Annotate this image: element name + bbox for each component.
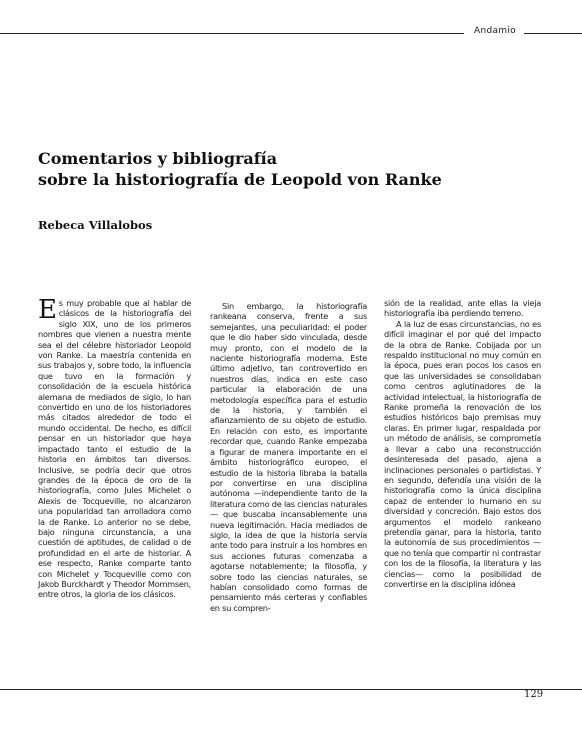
paragraph-text: s muy probable que al hablar de clásicos de la historiografía del siglo XIX, uno de los primeros nombres que vienen a nuestra mente sea el del célebre historiador Leopold von Ranke. La maestría contenida en sus trabajos y, sobre todo, la influencia que tuvo en la formación y consolidación de la escuela histórica alemana de mediados de siglo, lo han convertido en uno de los historiadores más citados alrededor de todo el mundo occidental. De hecho, es difícil pensar en un historiador que haya impactado tanto el estudio de la historia en ámbitos tan diversos. Inclusive, se podría decir que otros grandes de la época de oro de la historiografía, como Jules Michelet o Alexis de Tocqueville, no alcanzaron una popularidad tan arrolladora como la de Ranke. Lo anterior no se debe, bajo ninguna circunstancia, a una cuestión de aptitudes, de calidad o de profundidad en el arte de historiar. A ese respecto, Ranke comparte tanto con Michelet y Tocqueville como con Jakob Burckhardt y Theodor Mommsen, entre otros, la gloria de los clásicos. — [38, 298, 191, 600]
header-rule-right — [524, 33, 582, 34]
footer-rule — [0, 689, 582, 690]
paragraph: sión de la realidad, ante ellas la vieja historiografía iba perdiendo terreno. — [384, 298, 541, 319]
page-number: 129 — [524, 689, 544, 700]
text-column-1 — [38, 295, 191, 600]
article-title — [38, 148, 478, 190]
paragraph: Sin embargo, la historiografía rankeana conserva, frente a sus semejantes, una peculiaridad: el poder que le dio haber sido vinculada, desde muy pronto, con el modelo de la naciente historiografía moderna. Este último adjetivo, tan controvertido en nuestros días, indica en este caso particular la elaboración de una metodología específica para el estudio de la historia, y también el afianzamiento de su objeto de estudio. En relación con esto, es importante recordar que, cuando Ranke empezaba a figurar de manera importante en el ámbito historiográfico europeo, el estudio de la historia libraba la batalla por convertirse en una disciplina autónoma —independiente tanto de la literatura como de las ciencias naturales— que buscaba incansablemente una nueva legitimación. Hacia mediados de siglo, la idea de que la historia servía ante todo para instruir a los hombres en sus acciones futuras comenzaba a agotarse notablemente; la filosofía, y sobre todo las ciencias naturales, se habían consolidado como formas de pensamiento más certeras y confiables en su compren- — [210, 301, 367, 613]
drop-cap: E — [38, 295, 57, 325]
text-column-2 — [210, 301, 367, 613]
title-line-2: sobre la historiografía de Leopold von Ranke — [38, 170, 442, 189]
article-author: Rebeca Villalobos — [38, 218, 153, 232]
paragraph: A la luz de esas circunstancias, no es difícil imaginar el por qué del impacto de la obra de Ranke. Cobijada por un respaldo institucional no muy común en la época, pues eran pocos los casos en que las universidades se consolidaban como centros aglutinadores de la actividad intelectual, la historiografía de Ranke promeña la renovación de los estudios históricos bajo premisas muy claras. En primer lugar, respaldada por un método de análisis, se comprometía a llevar a cabo una reconstrucción desinteresada del pasado, ajena a inclinaciones personales o partidistas. Y en segundo, defendía una visión de la historiografía como la única disciplina capaz de entender lo humano en su diversidad y concreción. Bajo estos dos argumentos el modelo rankeano pretendía ganar, para la historia, tanto la autonomía de sus procedimientos —que no tenía que compartir ni contrastar con los de la filosofía, la literatura y las ciencias— como la posibilidad de convertirse en la disciplina idónea — [384, 318, 541, 589]
journal-name: Andamio — [474, 26, 516, 36]
header-rule — [0, 33, 464, 34]
paragraph — [38, 295, 191, 600]
text-column-3 — [384, 298, 541, 589]
title-line-1: Comentarios y bibliografía — [38, 149, 278, 168]
